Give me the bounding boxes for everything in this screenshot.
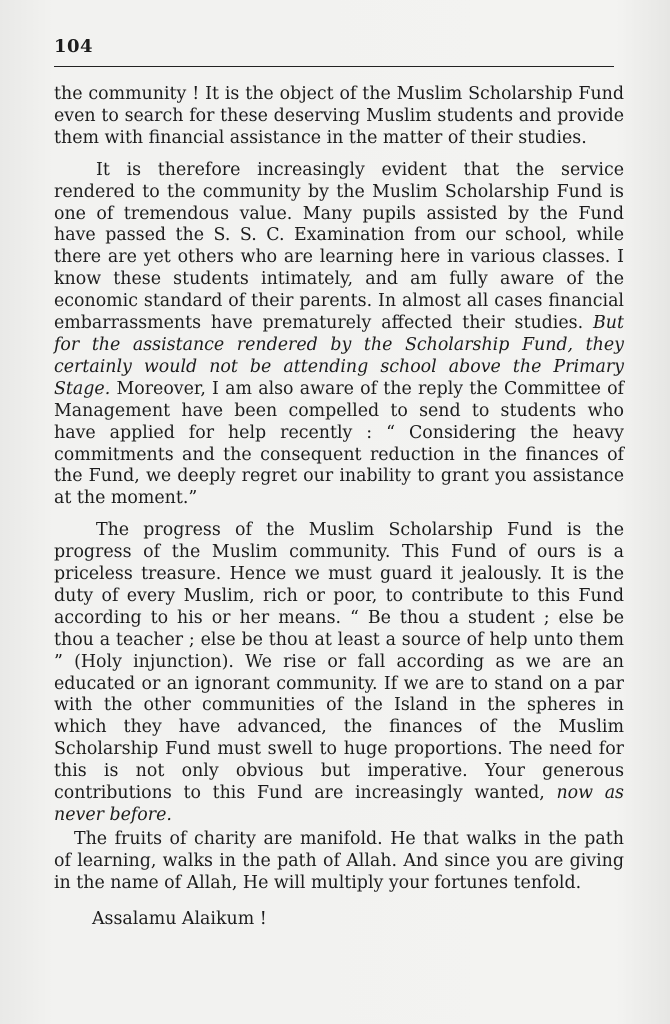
paragraph-4: The fruits of charity are manifold. He that walks in the path of learning, walks in the path of Allah. And since you are giving in the name of Allah, He will multiply your fortunes tenfold. <box>54 828 624 893</box>
header-rule <box>54 66 614 67</box>
paragraph-2 <box>54 160 624 511</box>
paragraph-2-text-a: It is therefore increasingly evident that the service rendered to the community by the Muslim Scholarship Fund is one of tremendous value. Many pupils assisted by the Fund have passed the S. S. C. Examination from our school, while there are yet others who are learning here in various classes. I know these students intimately, and am fully aware of the economic standard of their parents. In almost all cases financial embarrassments have prematurely affected their studies. <box>54 159 624 334</box>
closing-salutation: Assalamu Alaikum ! <box>92 908 267 929</box>
page-number: 104 <box>54 36 94 57</box>
paragraph-2-italic: But for the assistance rendered by the Scholarship Fund, they certainly would not be attending school above the Primary Stage. <box>54 313 624 399</box>
body-text <box>54 84 624 931</box>
paragraph-2-text-b: Moreover, I am also aware of the reply the Committee of Management have been compelled to send to students who have applied for help recently : “ Considering the heavy commitments and the consequent reduction in the finances of the Fund, we deeply regret our inability to grant you assistance at the moment.” <box>54 378 624 509</box>
paragraph-3 <box>54 520 624 827</box>
paragraph-1: the community ! It is the object of the Muslim Scholarship Fund even to search for these deserving Muslim students and provide them with financial assistance in the matter of their studies. <box>54 84 624 148</box>
paragraph-3-text: The progress of the Muslim Scholarship Fund is the progress of the Muslim community. This Fund of ours is a priceless treasure. Hence we must guard it jealously. It is the duty of every Muslim, rich or poor, to contribute to this Fund according to his or her means. “ Be thou a student ; else be thou a teacher ; else be thou at least a source of help unto them ” (Holy injunction). We rise or fall according as we are an educated or an ignorant community. If we are to stand on a par with the other communities of the Island in the spheres in which they have advanced, the finances of the Muslim Scholarship Fund must swell to huge proportions. The need for this is not only obvious but imperative. Your generous contributions to this Fund are increasingly wanted, <box>54 520 624 804</box>
paragraph-3-italic: now as never before. <box>54 783 624 825</box>
